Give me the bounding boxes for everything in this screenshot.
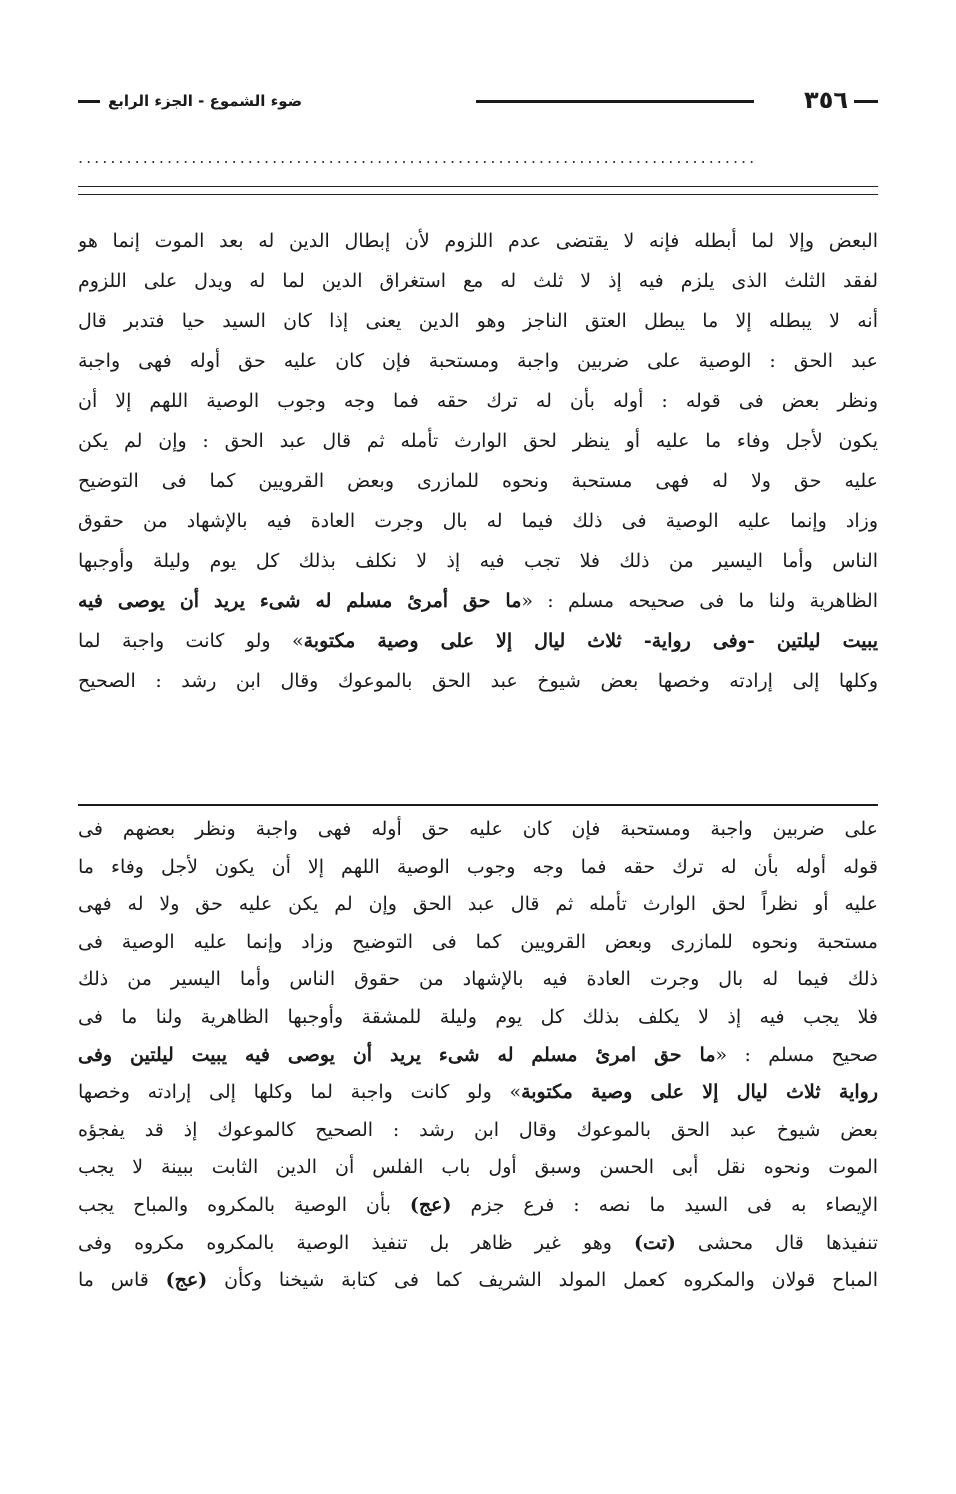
text-line <box>78 381 878 421</box>
text-run: ونظر بعض فى قوله : أوله بأن له ترك حقه فما وجه وجوب الوصية اللهم إلا أن <box>78 390 878 412</box>
text-run: بأن الوصية بالمكروه والمباح يجب <box>78 1193 410 1216</box>
footnote-line <box>78 1074 878 1112</box>
text-run: على ضربين واجبة ومستحبة فإن كان عليه حق أوله فهى واجبة ونظر بعضهم فى <box>78 818 878 840</box>
text-run: المباح قولان والمكروه كعمل المولد الشريف كما فى كتابة شيخنا وكأن <box>207 1269 878 1292</box>
text-line <box>78 341 878 381</box>
footnote-line <box>78 849 878 887</box>
text-run: الظاهرية ولنا ما فى صحيحه مسلم : « <box>521 590 878 612</box>
bold-quote-run: (عج) <box>165 1269 208 1292</box>
text-run: لفقد الثلث الذى يلزم فيه إذ لا ثلث له مع استغراق الدين لما له ويدل على اللزوم <box>78 270 878 292</box>
text-run: قاس ما <box>78 1269 166 1292</box>
text-run: قوله أوله بأن له ترك حقه فما وجه وجوب الوصية اللهم إلا أن يكون لأجل وفاء ما <box>78 855 878 878</box>
text-line <box>78 501 878 541</box>
text-run: صحيح مسلم : « <box>715 1043 878 1066</box>
text-run: بعض شيوخ عبد الحق بالموعوك وقال ابن رشد : الصحيح كالموعوك إذ قد يفجؤه <box>78 1118 878 1141</box>
bold-quote-run: ما حق امرئ مسلم له شىء يريد أن يوصى فيه يبيت ليلتين وفى <box>78 1043 716 1066</box>
footnote-line <box>78 811 878 849</box>
footnote-text-block <box>78 811 878 1300</box>
double-rule-bottom <box>78 194 878 195</box>
text-run: عليه أو نظراً لحق الوارث تأمله ثم قال عبد الحق وإن لم يكن عليه حق ولا له فهى <box>78 893 878 916</box>
text-run: البعض وإلا لما أبطله فإنه لا يقتضى عدم اللزوم لأن إبطال الدين له بعد الموت إنما هو <box>78 230 878 252</box>
footnote-line <box>78 1112 878 1150</box>
text-run: وزاد وإنما عليه الوصية فى ذلك فيما له بال وجرت العادة فيه بالإشهاد من حقوق <box>78 510 878 532</box>
text-run: مستحبة ونحوه للمازرى وبعض القرويين كما فى التوضيح وزاد وإنما عليه الوصية فى <box>78 930 878 953</box>
footnote-line <box>78 886 878 924</box>
main-text-block <box>78 221 878 701</box>
header-rule <box>854 100 878 103</box>
footnote-line <box>78 1187 878 1225</box>
bold-quote-run: يبيت ليلتين -وفى رواية- ثلاث ليال إلا على وصية مكتوبة <box>303 630 878 652</box>
footnote-line <box>78 961 878 999</box>
page-number: ٣٥٦ <box>804 86 848 114</box>
text-line <box>78 621 878 661</box>
text-run: أنه لا يبطله إلا ما يبطل العتق الناجز وهو الدين يعنى إذا كان السيد حيا فتدبر قال <box>78 310 878 332</box>
footnote-line <box>78 924 878 962</box>
text-line <box>78 461 878 501</box>
text-line <box>78 581 878 621</box>
footnote-separator <box>78 804 878 806</box>
text-run: يكون لأجل وفاء ما عليه أو ينظر لحق الوارث تأمله ثم قال عبد الحق : وإن لم يكن <box>78 430 878 452</box>
bold-quote-run: (تت) <box>633 1231 676 1254</box>
double-rule-top <box>78 186 878 187</box>
text-run: عليه حق ولا له فهى مستحبة ونحوه للمازرى وبعض القرويين كما فى التوضيح <box>78 470 878 492</box>
footnote-line <box>78 1262 878 1300</box>
text-run: الناس وأما اليسير من ذلك فلا تجب فيه إذ لا نكلف بذلك كل يوم وليلة وأوجبها <box>78 550 878 572</box>
text-line <box>78 261 878 301</box>
footnote-line <box>78 999 878 1037</box>
text-run: الموت ونحوه نقل أبى الحسن وسبق أول باب الفلس أن الدين الثابت ببينة لا يجب <box>78 1156 878 1179</box>
header-rule <box>78 100 100 103</box>
text-run: وهو غير ظاهر بل تنفيذ الوصية بالمكروه مكروه وفى <box>78 1231 634 1254</box>
text-run: وكلها إلى إرادته وخصها بعض شيوخ عبد الحق بالموعوك وقال ابن رشد : الصحيح <box>78 670 878 692</box>
text-line <box>78 421 878 461</box>
text-run: الإيصاء به فى السيد ما نصه : فرع جزم <box>451 1193 878 1216</box>
dotted-separator: .................................................................................... <box>78 148 758 167</box>
running-title: ضوء الشموع - الجزء الرابع <box>108 92 303 110</box>
text-line <box>78 221 878 261</box>
text-run: ذلك فيما له بال وجرت العادة فيه بالإشهاد من حقوق الناس وأما اليسير من ذلك <box>78 968 878 991</box>
text-line <box>78 661 878 701</box>
text-run: تنفيذها قال محشى <box>675 1231 878 1254</box>
text-run: فلا يجب فيه إذ لا يكلف بذلك كل يوم وليلة للمشقة وأوجبها الظاهرية ولنا ما فى <box>78 1005 878 1028</box>
footnote-line <box>78 1149 878 1187</box>
header-rule <box>476 100 754 103</box>
text-run: » ولو كانت واجبة لما وكلها إلى إرادته وخصها <box>78 1081 522 1104</box>
running-header <box>78 80 878 120</box>
text-line <box>78 541 878 581</box>
text-run: » ولو كانت واجبة لما <box>78 630 304 652</box>
bold-quote-run: ما حق أمرئ مسلم له شىء يريد أن يوصى فيه <box>78 590 522 612</box>
text-line <box>78 301 878 341</box>
text-run: عبد الحق : الوصية على ضربين واجبة ومستحبة فإن كان عليه حق أوله فهى واجبة <box>78 350 878 372</box>
bold-quote-run: (عج) <box>409 1193 452 1216</box>
footnote-line <box>78 1225 878 1263</box>
footnote-line <box>78 1037 878 1075</box>
bold-quote-run: رواية ثلاث ليال إلا على وصية مكتوبة <box>521 1081 878 1104</box>
